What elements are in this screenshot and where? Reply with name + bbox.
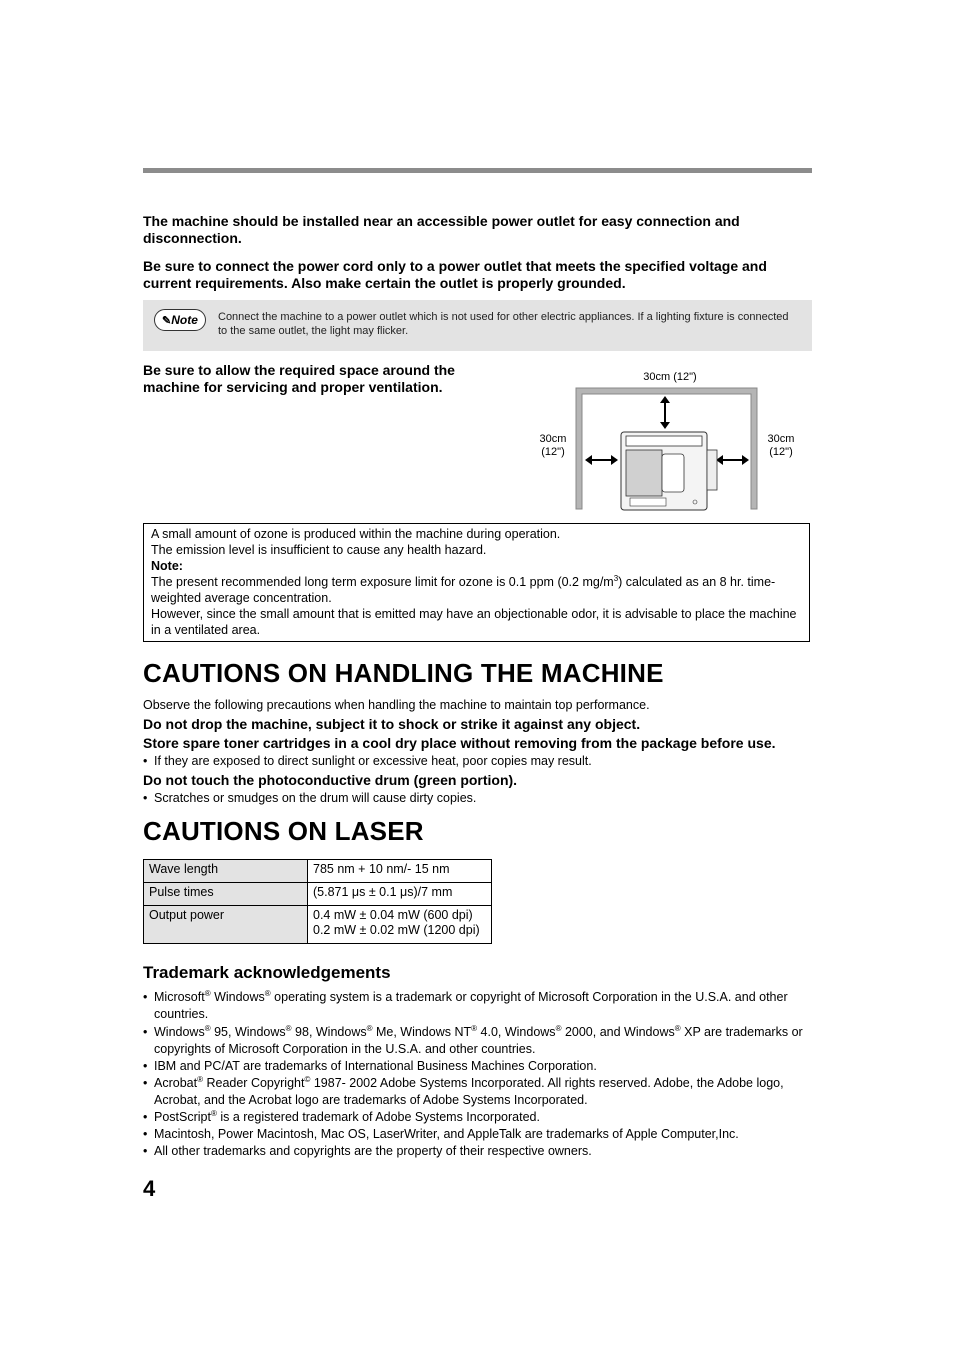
table-row bbox=[144, 860, 492, 883]
note-badge-label: Note bbox=[171, 313, 198, 327]
tm-text: Microsoft bbox=[154, 990, 205, 1004]
handling-intro: Observe the following precautions when handling the machine to maintain top performance. bbox=[143, 698, 650, 712]
table-row bbox=[144, 906, 492, 944]
tm-text: Windows bbox=[210, 990, 265, 1004]
trademark-item bbox=[143, 1109, 812, 1126]
reg-mark: ® bbox=[366, 1023, 373, 1033]
power-outlet-paragraph: The machine should be installed near an accessible power outlet for easy connection and disconnection. bbox=[143, 213, 740, 246]
tm-text: is a registered trademark of Adobe Systems Incorporated. bbox=[216, 1110, 540, 1124]
reg-mark: ® bbox=[264, 988, 271, 998]
note-badge bbox=[154, 309, 206, 331]
tm-text: PostScript bbox=[154, 1110, 211, 1124]
ozone-line-1: A small amount of ozone is produced within the machine during operation. bbox=[151, 527, 561, 541]
pencil-icon: ✎ bbox=[162, 315, 172, 327]
top-clearance-label: 30cm (12") bbox=[643, 371, 697, 383]
reg-mark: ® bbox=[204, 1023, 211, 1033]
table-cell-label: Output power bbox=[144, 906, 308, 944]
trademark-item bbox=[143, 1075, 812, 1109]
trademark-item: • Macintosh, Power Macintosh, Mac OS, LaserWriter, and AppleTalk are trademarks of Apple Computer,Inc. bbox=[143, 1126, 812, 1143]
table-cell-label: Pulse times bbox=[144, 883, 308, 906]
power-cord-paragraph: Be sure to connect the power cord only to a power outlet that meets the specified voltage and current requirements. Also make certain the outlet is properly grounded. bbox=[143, 258, 767, 291]
handling-bold-3: Do not touch the photoconductive drum (green portion). bbox=[143, 772, 518, 788]
machine-illustration bbox=[530, 370, 820, 515]
trademark-item bbox=[143, 989, 812, 1023]
reg-mark: ® bbox=[210, 1108, 217, 1118]
table-cell-value: 785 nm + 10 nm/- 15 nm bbox=[308, 860, 492, 883]
handling-bold-1: Do not drop the machine, subject it to shock or strike it against any object. bbox=[143, 716, 641, 732]
left-clearance-label-1: 30cm bbox=[539, 433, 567, 445]
reg-mark: ® bbox=[204, 988, 211, 998]
tm-text: 2000, and Windows bbox=[561, 1025, 675, 1039]
laser-heading: CAUTIONS ON LASER bbox=[143, 816, 424, 846]
tm-text: 1987- 2002 Adobe Systems Incorporated. All rights reserved. Adobe, the Adobe logo, Acrobat, and the Acrobat logo are trademarks of Adobe Systems Incorporated. bbox=[154, 1076, 784, 1107]
ozone-note-label: Note: bbox=[151, 559, 183, 573]
trademark-item: • IBM and PC/AT are trademarks of International Business Machines Corporation. bbox=[143, 1058, 812, 1075]
tm-text: XP are trademarks or copyrights of Microsoft Corporation in the U.S.A. and other countries. bbox=[154, 1025, 803, 1056]
reg-mark: ® bbox=[471, 1023, 478, 1033]
reg-mark: ® bbox=[197, 1074, 203, 1084]
handling-bullet-2: • Scratches or smudges on the drum will cause dirty copies. bbox=[143, 790, 812, 807]
page-number: 4 bbox=[143, 1176, 156, 1201]
tm-text: Acrobat bbox=[154, 1076, 198, 1090]
tm-text: operating system is a trademark or copyright of Microsoft Corporation in the U.S.A. and other countries. bbox=[154, 990, 788, 1021]
left-clearance-label-2: (12") bbox=[541, 446, 565, 458]
ozone-line-4: However, since the small amount that is emitted may have an objectionable odor, it is advisable to place the machine in a ventilated area. bbox=[151, 607, 797, 637]
ozone-line-3-sup: 3 bbox=[613, 573, 619, 583]
ozone-line-3-a: The present recommended long term exposure limit for ozone is 0.1 ppm (0.2 mg/m bbox=[151, 575, 614, 589]
trademark-heading: Trademark acknowledgements bbox=[143, 963, 391, 982]
output-power-1200: 0.2 mW ± 0.02 mW (1200 dpi) bbox=[313, 923, 480, 937]
handling-heading: CAUTIONS ON HANDLING THE MACHINE bbox=[143, 658, 664, 688]
reg-mark: ® bbox=[285, 1023, 292, 1033]
trademark-item: • All other trademarks and copyrights are the property of their respective owners. bbox=[143, 1143, 812, 1160]
ozone-line-2: The emission level is insufficient to cause any health hazard. bbox=[151, 543, 487, 557]
table-cell-value: (5.871 μs ± 0.1 μs)/7 mm bbox=[308, 883, 492, 906]
table-cell-value bbox=[308, 906, 492, 944]
tm-text: Reader Copyright bbox=[203, 1076, 305, 1090]
handling-bullet-1: • If they are exposed to direct sunlight or excessive heat, poor copies may result. bbox=[143, 753, 812, 770]
ozone-line-3 bbox=[151, 574, 802, 606]
tm-text: Windows bbox=[154, 1025, 205, 1039]
clearance-diagram bbox=[530, 370, 820, 515]
note-text: Connect the machine to a power outlet which is not used for other electric appliances. If a lighting fixture is connected to the same outlet, the light may flicker. bbox=[218, 311, 789, 337]
right-clearance-label-2: (12") bbox=[769, 446, 793, 458]
tm-text: 4.0, Windows bbox=[477, 1025, 556, 1039]
table-cell-label: Wave length bbox=[144, 860, 308, 883]
reg-mark: ® bbox=[555, 1023, 562, 1033]
output-power-600: 0.4 mW ± 0.04 mW (600 dpi) bbox=[313, 908, 473, 922]
note-box bbox=[143, 300, 812, 351]
tm-text: Me, Windows NT bbox=[372, 1025, 472, 1039]
trademark-item bbox=[143, 1024, 812, 1058]
handling-bold-2: Store spare toner cartridges in a cool dry place without removing from the package before use. bbox=[143, 735, 776, 751]
ozone-line-3-b: ) calculated as an 8 hr. time-weighted average concentration. bbox=[151, 575, 776, 605]
table-row bbox=[144, 883, 492, 906]
space-requirement-text: Be sure to allow the required space around the machine for servicing and proper ventilation. bbox=[143, 362, 455, 395]
laser-spec-table bbox=[143, 859, 492, 944]
header-rule bbox=[143, 168, 812, 173]
reg-mark: ® bbox=[674, 1023, 681, 1033]
ozone-notice-box bbox=[143, 523, 810, 642]
right-clearance-label-1: 30cm bbox=[767, 433, 795, 445]
copyright-mark: © bbox=[304, 1074, 311, 1084]
tm-text: 95, Windows bbox=[210, 1025, 286, 1039]
tm-text: 98, Windows bbox=[291, 1025, 367, 1039]
